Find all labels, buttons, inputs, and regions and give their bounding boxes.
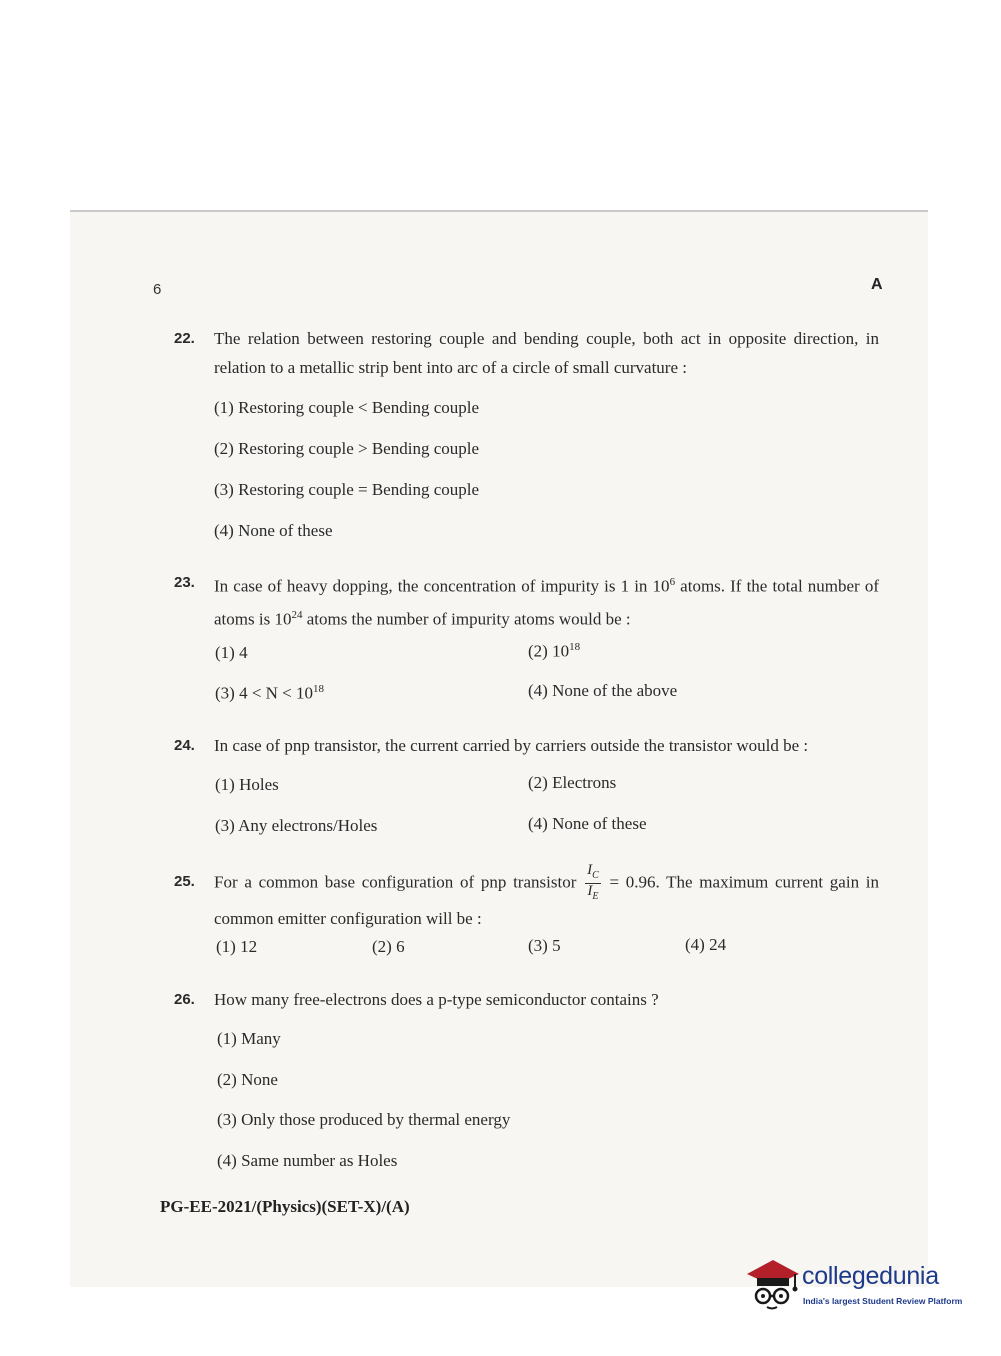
brand-name: collegedunia: [802, 1262, 939, 1290]
question-22: [174, 324, 879, 382]
option-24-4: (4) None of these: [528, 814, 647, 833]
collegedunia-logo: [743, 1252, 973, 1314]
option-23-2: (2) $10^{18}$: [528, 641, 581, 661]
question-text: For a common base configuration of pnp transistor $\frac{I_C}{I_E}$ = 0.96. The maximum current gain in common emitter configuration will be :: [214, 862, 880, 928]
current-ratio-fraction: $\frac{I_C}{I_E}$: [587, 862, 599, 902]
option-22-2: (2) Restoring couple > Bending couple: [214, 439, 480, 458]
option-24-1: (1) Holes: [215, 775, 279, 794]
question-text: In case of pnp transistor, the current carried by carriers outside the transistor would be :: [214, 736, 809, 755]
brand-tagline: India's largest Student Review Platform: [803, 1296, 963, 1306]
option-26-4: (4) Same number as Holes: [217, 1151, 398, 1170]
page-number: 6: [153, 281, 162, 298]
option-25-2: (2) 6: [372, 937, 405, 956]
graduate-mascot-icon: [743, 1252, 803, 1312]
option-26-2: (2) None: [217, 1070, 278, 1089]
question-text: The relation between restoring couple and bending couple, both act in opposite direction, in relation to a metallic strip bent into arc of a circle of small curvature :: [214, 329, 879, 377]
option-23-1: (1) 4: [215, 643, 248, 662]
option-25-4: (4) 24: [685, 935, 727, 954]
option-24-2: (2) Electrons: [528, 773, 617, 792]
question-text: In case of heavy dopping, the concentration of impurity is 1 in $10^6$ atoms. If the total number of atoms is $10^{24}$ atoms the number of impurity atoms would be :: [214, 576, 879, 629]
question-26: [174, 985, 879, 1014]
question-25: [174, 863, 879, 933]
option-22-3: (3) Restoring couple = Bending couple: [214, 480, 480, 499]
option-25-3: (3) 5: [528, 936, 561, 955]
question-24: [174, 731, 879, 760]
option-23-3: (3) $4 < N < 10^{18}$: [215, 683, 325, 703]
question-text: How many free-electrons does a p-type semiconductor contains ?: [214, 990, 659, 1009]
option-25-1: (1) 12: [216, 937, 258, 956]
question-number: 26.: [174, 991, 195, 1008]
option-23-4: (4) None of the above: [528, 681, 678, 700]
option-26-3: (3) Only those produced by thermal energy: [217, 1110, 511, 1129]
set-letter: A: [871, 276, 883, 293]
paper-code: PG-EE-2021/(Physics)(SET-X)/(A): [160, 1197, 410, 1216]
question-number: 22.: [174, 330, 195, 347]
question-number: 24.: [174, 737, 195, 754]
question-number: 25.: [174, 873, 195, 890]
option-22-4: (4) None of these: [214, 521, 333, 540]
question-number: 23.: [174, 574, 195, 591]
question-23: [174, 568, 879, 633]
option-22-1: (1) Restoring couple < Bending couple: [214, 398, 480, 417]
option-24-3: (3) Any electrons/Holes: [215, 816, 378, 835]
option-26-1: (1) Many: [217, 1029, 281, 1048]
